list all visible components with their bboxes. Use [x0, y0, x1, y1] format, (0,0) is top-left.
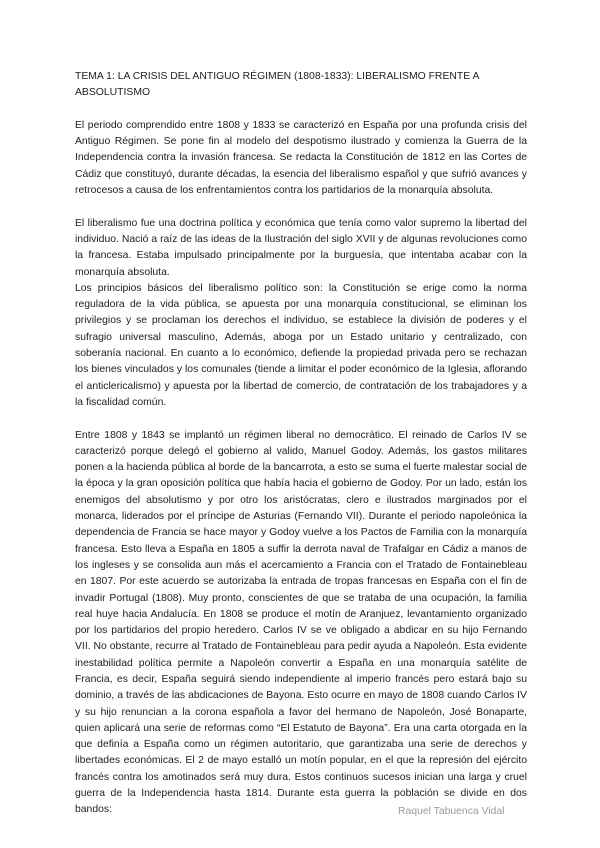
paragraph-liberalismo: El liberalismo fue una doctrina política y económica que tenía como valor supremo la libertad del individuo. Nació a raíz de las ideas de la Ilustración del siglo XVII y de algunas revoluciones como la francesa. Estaba impulsado principalmente por la burguesía, que intentaba acabar con la monarquía absoluta.: [75, 217, 527, 278]
document-title: TEMA 1: LA CRISIS DEL ANTIGUO RÉGIMEN (1808-1833): LIBERALISMO FRENTE A ABSOLUTISMO: [75, 71, 479, 99]
paragraph-intro: El periodo comprendido entre 1808 y 1833 se caracterizó en España por una profunda crisis del Antiguo Régimen. Se pone fin al modelo del despotismo ilustrado y comienza la Guerra de la Independencia contra la invasión francesa. Se redacta la Constitución de 1812 en las Cortes de Cádiz que constituyó, durante décadas, la esencia del liberalismo español y que sufrió avances y retrocesos a causa de los enfrentamientos contra los partidarios de la monarquía absoluta.: [75, 119, 527, 197]
footer-author: Raquel Tabuenca Vidal: [398, 806, 505, 817]
document-body: [75, 69, 527, 819]
paragraph-reinado-carlos-iv: Entre 1808 y 1843 se implantó un régimen liberal no democrático. El reinado de Carlos IV se caracterizó porque delegó el gobierno al valido, Manuel Godoy. Además, los gastos militares ponen a la hacienda pública al borde de la bancarrota, a esto se suma el fuerte malestar social de la época y la gran oposición política que había hacia el gobierno de Godoy. Por un lado, están los enemigos del absolutismo y por otro los aristócratas, clero e ilustrados marginados por el monarca, liderados por el príncipe de Asturias (Fernando VII). Durante el periodo napoleónica la dependencia de Francia se hace mayor y Godoy vuelve a los Pactos de Familia con la monarquía francesa. Esto lleva a España en 1805 a suffir la derrota naval de Trafalgar en Cádiz a manos de los ingleses y se consolida aun más el acercamiento a Francia con el Tratado de Fontainebleau en 1807. Por este acuerdo se autorizaba la entrada de tropas francesas en España con el fin de invadir Portugal (1808). Muy pronto, conscientes de que se trataba de una ocupación, la familia real huye hacia Andalucía. En 1808 se produce el motín de Aranjuez, levantamiento organizado por los partidarios del propio heredero. Carlos IV se ve obligado a abdicar en su hijo Fernando VII. No obstante, recurre al Tratado de Fontainebleau para pedir ayuda a Napoleón. Esta evidente inestabilidad política permite a Napoleón convertir a España en una monarquía satélite de Francia, es decir, España seguirá siendo independiente al imperio francés pero estará bajo su dominio, a través de las abdicaciones de Bayona. Esto ocurre en mayo de 1808 cuando Carlos IV y su hijo renuncian a la corona española a favor del hermano de Napoleón, José Bonaparte, quien aplicará una serie de reformas como “El Estatuto de Bayona”. Era una carta otorgada en la que definía a España como un régimen autoritario, que garantizaba una serie de derechos y libertades económicas. El 2 de mayo estalló un motín popular, en el que la represión del ejército francés contra los amotinados será muy dura. Estos continuos sucesos inician una larga y cruel guerra de la Independencia hasta 1814. Durante esta guerra la población se divide en dos bandos:: [75, 429, 527, 816]
paragraph-principios: Los principios básicos del liberalismo político son: la Constitución se erige como la norma reguladora de la vida pública, se apuesta por una monarquía constitucional, se eliminan los privilegios y se proclaman los derechos el individuo, se establece la división de poderes y el sufragio universal masculino, Además, aboga por un Estado unitario y centralizado, con soberanía nacional. En cuanto a lo económico, defiende la propiedad privada pero se rechazan los bienes vinculados y los comunales (tiende a limitar el poder económico de la Iglesia, aflorando el anticlericalismo) y apuesta por la libertad de comercio, de contratación de los trabajadores y a la fiscalidad común.: [75, 282, 527, 408]
